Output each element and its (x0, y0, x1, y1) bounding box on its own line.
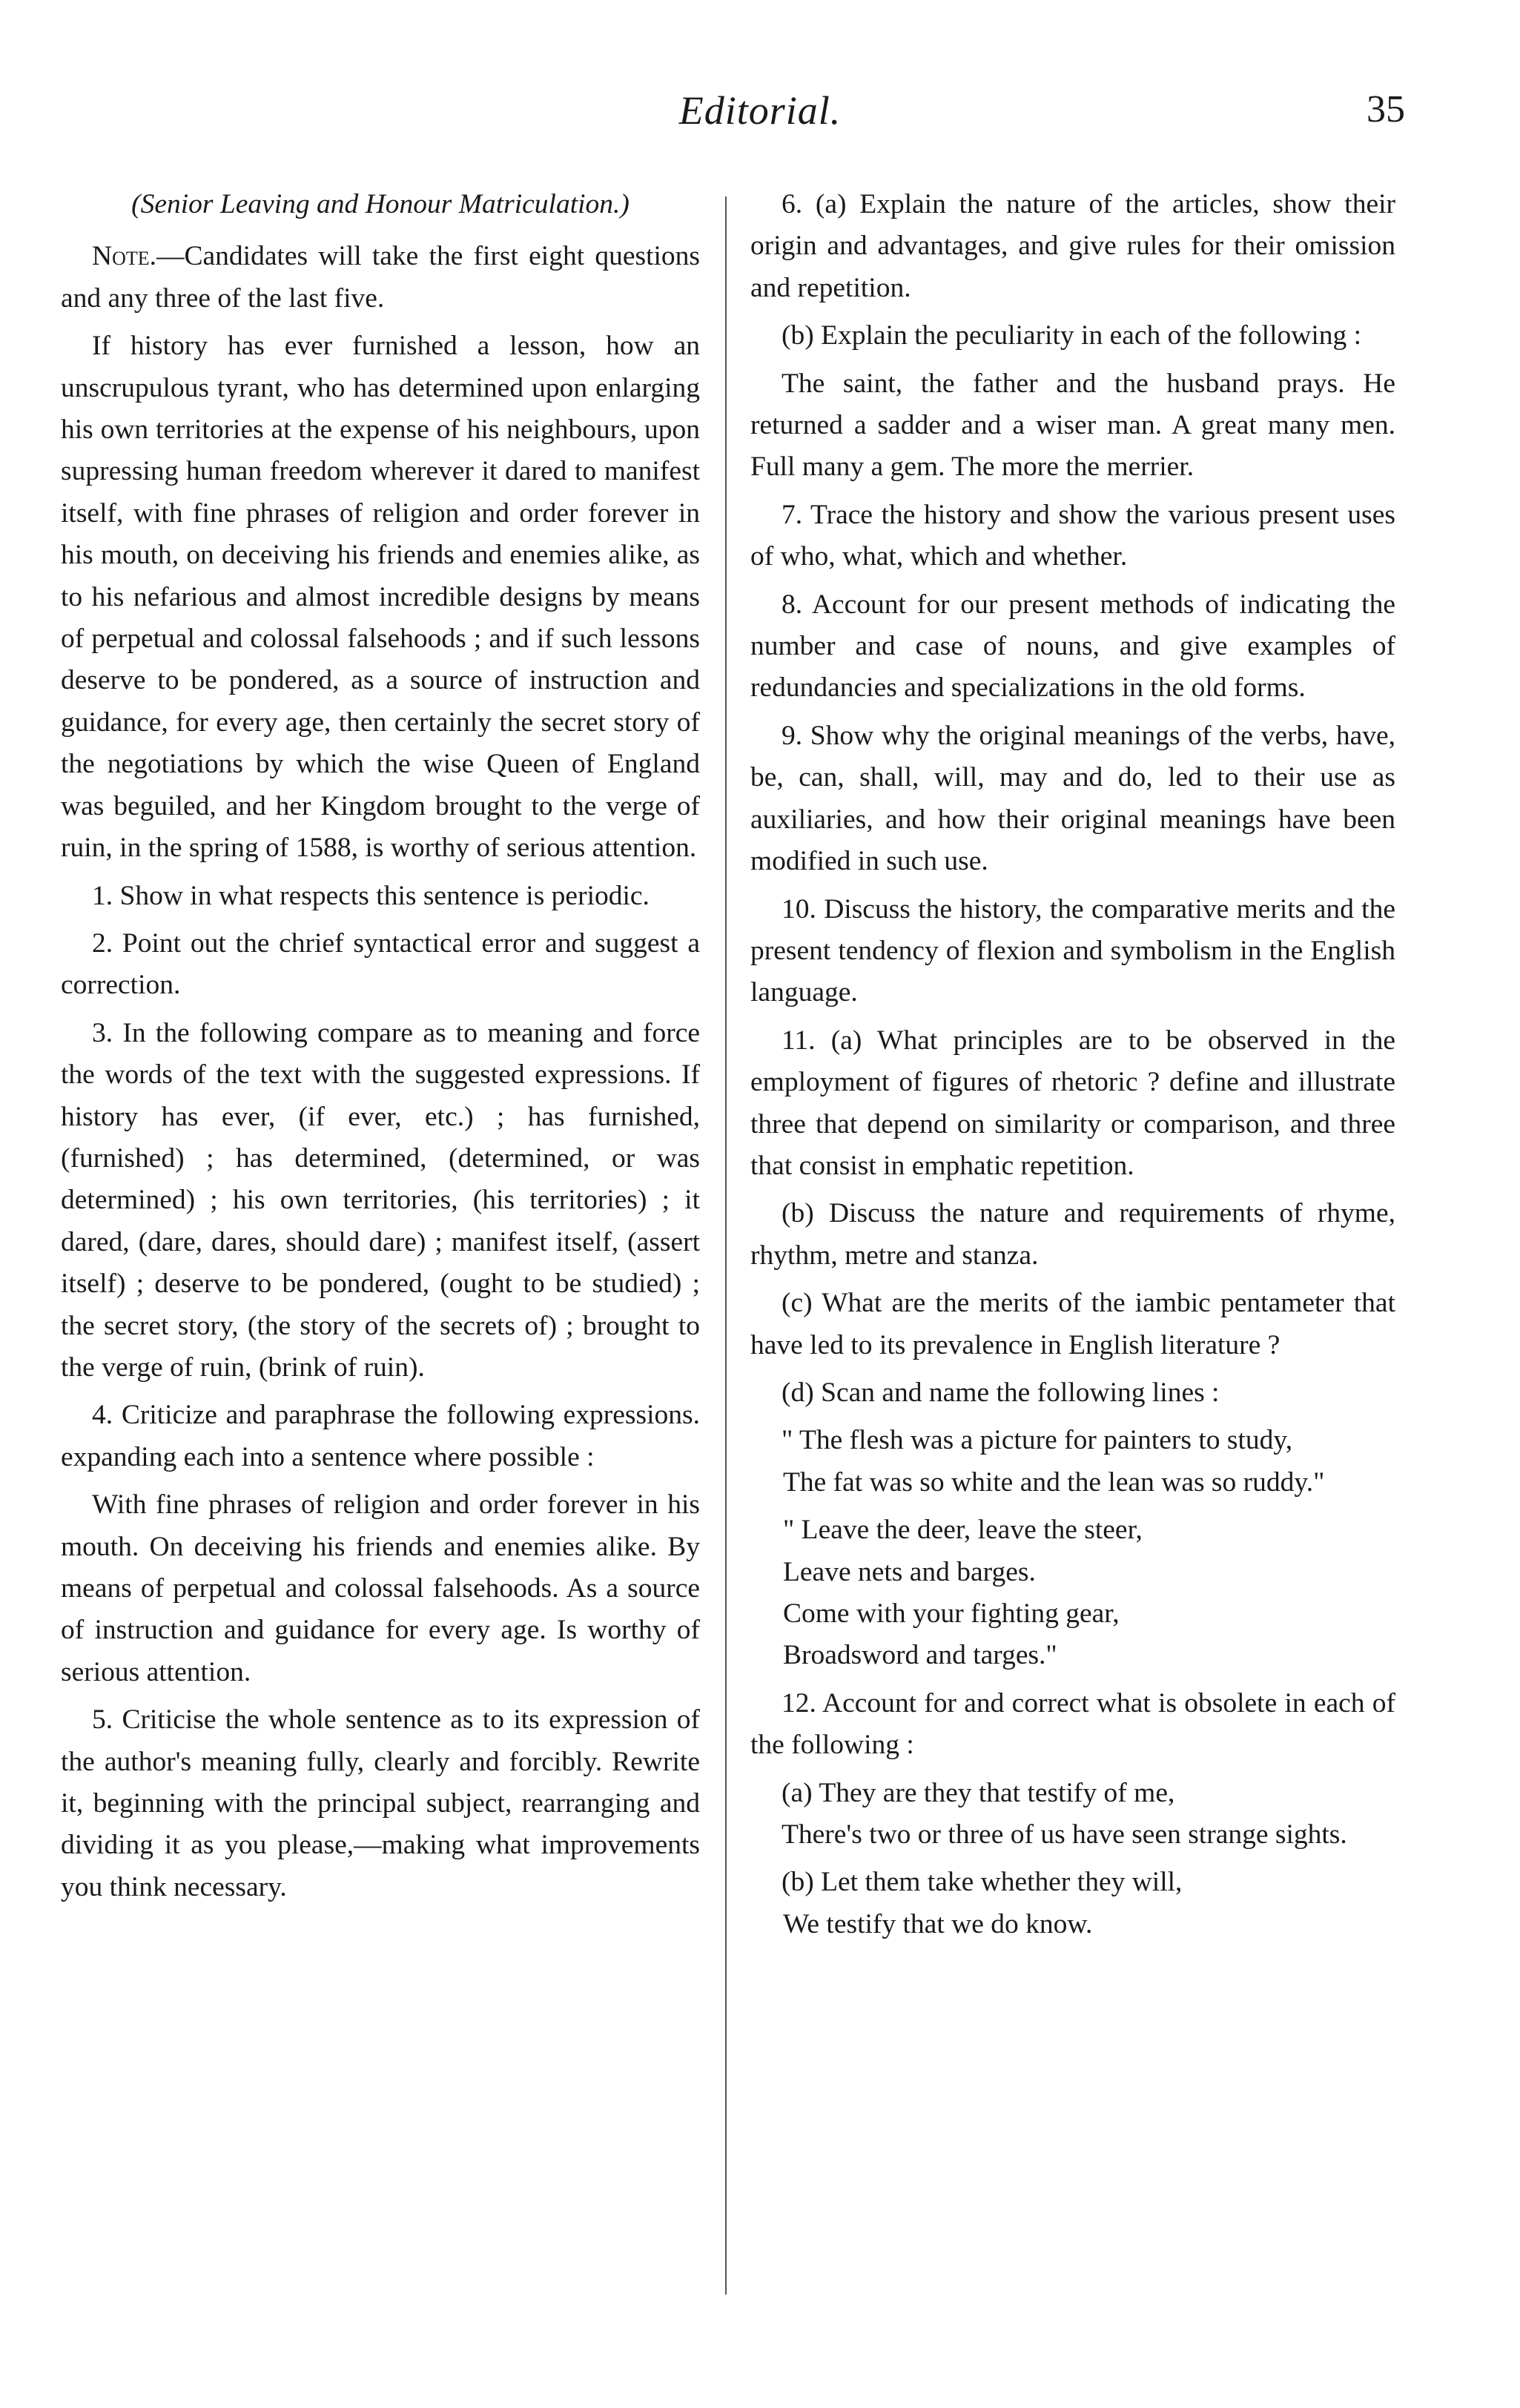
verse-2-line-2: Leave nets and barges. (783, 1556, 1036, 1587)
page-header (0, 87, 1520, 154)
column-divider (725, 196, 727, 2295)
note-text: —Candidates will take the first eight questions and any three of the last five. (61, 241, 700, 314)
question-6a: 6. (a) Explain the nature of the articles, show their origin and advantages, and give rules for their omission and repetition. (750, 189, 1395, 303)
question-7: 7. Trace the history and show the various present uses of who, what, which and whether. (750, 499, 1395, 572)
question-12a-line-2: There's two or three of us have seen strange sights. (782, 1819, 1347, 1850)
verse-2-line-3: Come with your fighting gear, (783, 1598, 1120, 1629)
question-11c: (c) What are the merits of the iambic pentameter that have led to its prevalence in English literature ? (750, 1288, 1395, 1360)
question-4-body: With fine phrases of religion and order forever in his mouth. On deceiving his friends and enemies alike. By means of perpetual and colossal falsehoods. As a source of instruction and guidance for every age. Is worthy of serious attention. (61, 1489, 700, 1687)
question-9: 9. Show why the original meanings of the verbs, have, be, can, shall, will, may and do, led to their use as auxiliaries, and how their original meanings have been modified in such use. (750, 720, 1395, 877)
verse-1-line-2: The fat was so white and the lean was so ruddy." (783, 1466, 1325, 1498)
running-head: Editorial. (678, 88, 842, 133)
verse-2-line-4: Broadsword and targes." (783, 1640, 1057, 1671)
question-5: 5. Criticise the whole sentence as to its expression of the author's meaning fully, clearly and forcibly. Rewrite it, beginning with the principal subject, rearranging and dividing it as you please,—making what improvements you think necessary. (61, 1704, 700, 1902)
question-12b-line-1: (b) Let them take whether they will, (782, 1867, 1183, 1898)
question-4: 4. Criticize and paraphrase the following expressions. expanding each into a sentence where possible : (61, 1400, 700, 1472)
note-label: Note. (92, 241, 156, 272)
verse-2-line-1: " Leave the deer, leave the steer, (783, 1515, 1143, 1546)
question-11b: (b) Discuss the nature and requirements of rhyme, rhythm, metre and stanza. (750, 1198, 1395, 1271)
question-6b-body: The saint, the father and the husband prays. He returned a sadder and a wiser man. A great many men. Full many a gem. The more the merrier. (750, 368, 1395, 483)
question-2: 2. Point out the chrief syntactical error and suggest a correction. (61, 927, 700, 1001)
question-12b-line-2: We testify that we do know. (783, 1908, 1093, 1939)
question-6b: (b) Explain the peculiarity in each of the following : (782, 320, 1362, 351)
note (61, 236, 700, 320)
left-column (61, 184, 700, 1914)
question-11a: 11. (a) What principles are to be observed in the employment of figures of rhetoric ? define and illustrate three that depend on similarity or comparison, and three that consist in emphatic repetition. (750, 1025, 1395, 1181)
right-column (750, 184, 1395, 1945)
question-3: 3. In the following compare as to meaning and force the words of the text with the suggested expressions. If history has ever, (if ever, etc.) ; has furnished, (furnished) ; has determined, (determined, or was determined) ; his own territories, (his territories) ; it dared, (dare, dares, should dare) ; manifest itself, (assert itself) ; deserve to be pondered, (ought to be studied) ; the secret story, (the story of the secrets of) ; brought to the verge of ruin, (brink of ruin). (61, 1017, 700, 1383)
question-11d: (d) Scan and name the following lines : (782, 1377, 1220, 1408)
question-12a-line-1: (a) They are they that testify of me, (782, 1777, 1175, 1808)
question-10: 10. Discuss the history, the comparative merits and the present tendency of flexion and symbolism in the English language. (750, 893, 1395, 1008)
exam-passage: If history has ever furnished a lesson, how an unscrupulous tyrant, who has determined upon enlarging his own territories at the expense of his neighbours, upon supressing human freedom wherever it dared to manifest itself, with fine phrases of religion and order forever in his mouth, on deceiving his friends and enemies alike, as to his nefarious and almost incredible designs by means of perpetual and colossal falsehoods ; and if such lessons deserve to be pondered, as a source of instruction and guidance, for every age, then certainly the secret story of the negotiations by which the wise Queen of England was beguiled, and her Kingdom brought to the verge of ruin, in the spring of 1588, is worthy of serious attention. (61, 331, 700, 864)
verse-1-line-1: " The flesh was a picture for painters to study, (782, 1425, 1293, 1456)
question-12: 12. Account for and correct what is obsolete in each of the following : (750, 1687, 1395, 1761)
section-title: (Senior Leaving and Honour Matriculation.) (131, 189, 630, 219)
page-number: 35 (1367, 88, 1405, 130)
question-1: 1. Show in what respects this sentence is periodic. (92, 880, 650, 911)
question-8: 8. Account for our present methods of indicating the number and case of nouns, and give examples of redundancies and specializations in the old forms. (750, 589, 1395, 704)
